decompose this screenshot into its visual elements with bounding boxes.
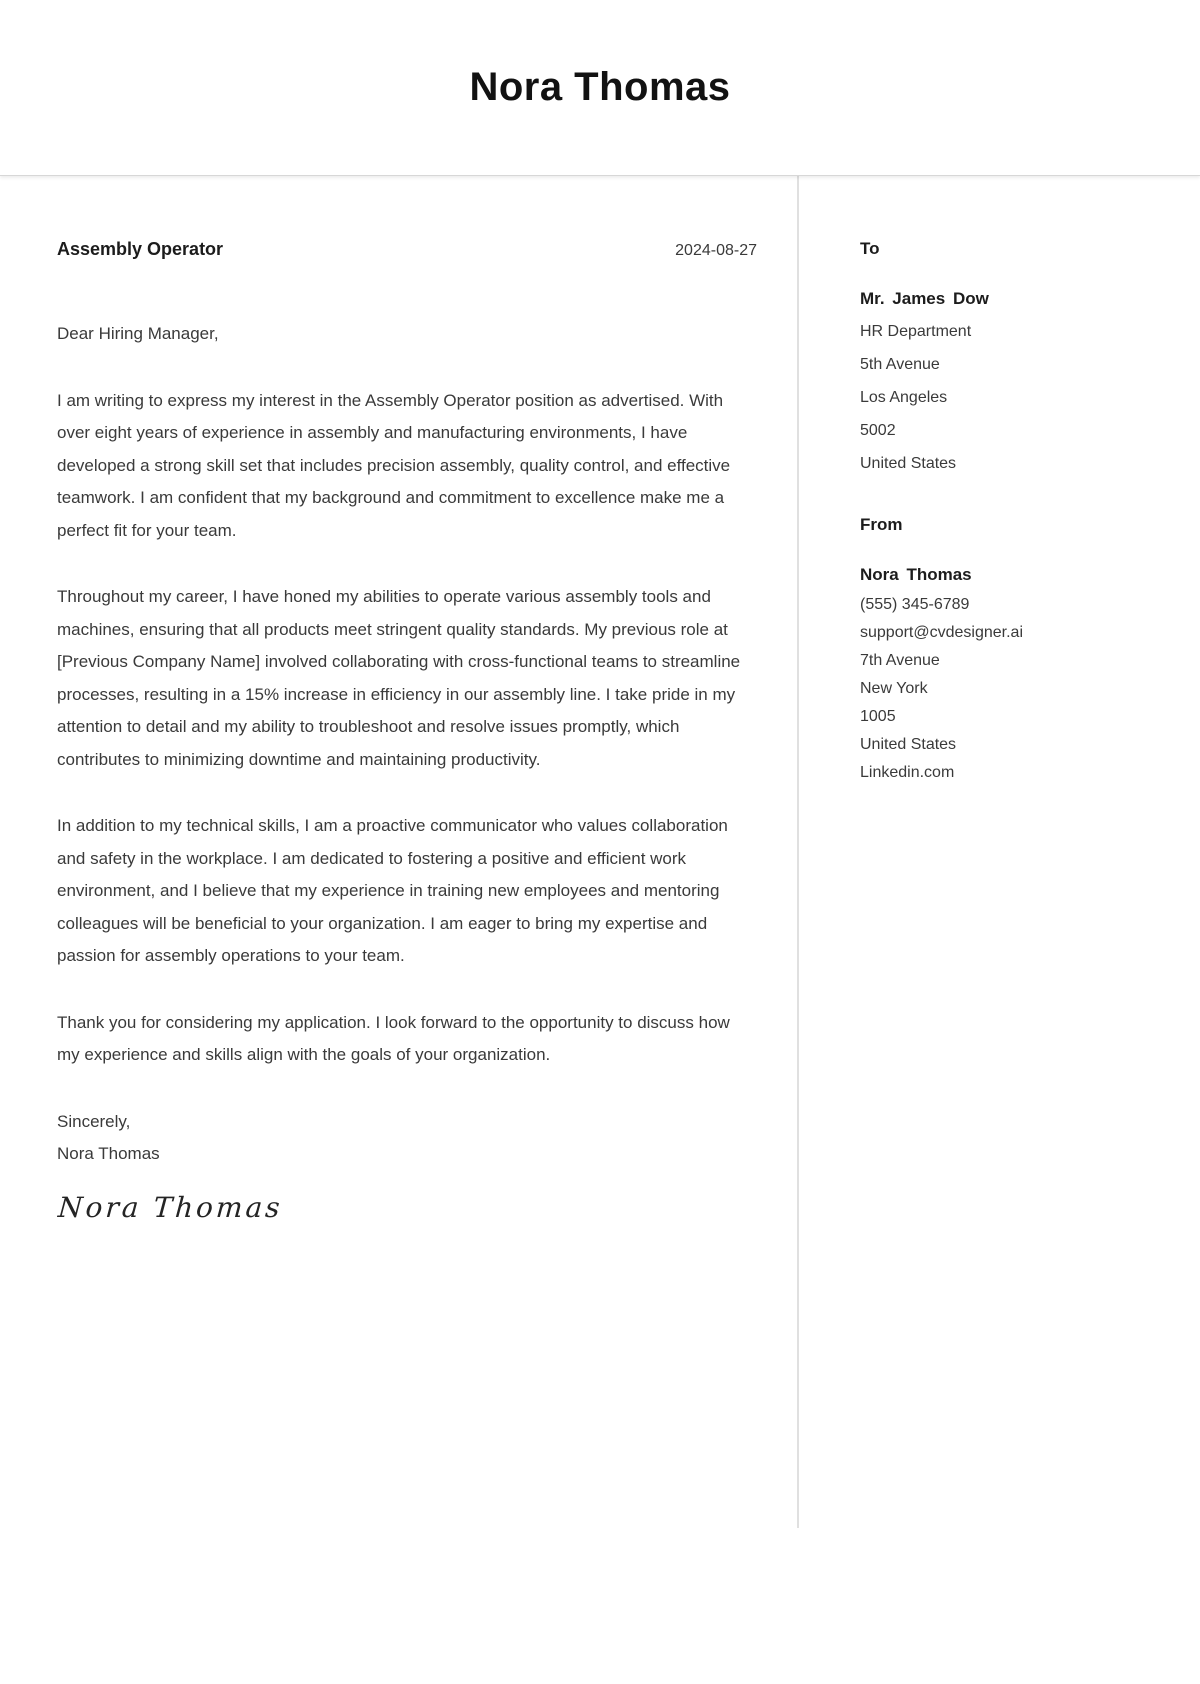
sender-zip: 1005 [860,708,896,725]
letter-title-row [57,233,757,267]
handwritten-signature: Nora Thomas [57,1190,284,1224]
from-label: From [860,515,903,534]
sender-email: support@cvdesigner.ai [860,624,1023,641]
sidebar [797,176,1200,1528]
sender-street: 7th Avenue [860,652,940,669]
to-section [860,233,1180,480]
letter-main-column [0,176,797,1528]
applicant-name-title: Nora Thomas [469,65,731,109]
recipient-city: Los Angeles [860,389,948,406]
sender-name: Nora Thomas [860,565,972,584]
recipient-street: 5th Avenue [860,356,940,373]
letter-date: 2024-08-27 [675,242,757,259]
paragraph-experience: Throughout my career, I have honed my abilities to operate various assembly tools and machines, ensuring that all products meet stringent quality standards. My previous role at [Previous Company Name] involved collaborating with cross-functional teams to streamline processes, resulting in a 15% increase in efficiency in our assembly line. I take pride in my attention to detail and my ability to troubleshoot and resolve issues promptly, which contributes to minimizing downtime and maintaining productivity. [57,587,741,769]
sender-city: New York [860,680,928,697]
recipient-name: Mr. James Dow [860,289,989,308]
closing-word: Sincerely, [57,1111,131,1131]
to-label: To [860,239,880,258]
sender-linkedin: Linkedin.com [860,764,955,781]
job-title: Assembly Operator [57,239,224,259]
signer-name: Nora Thomas [57,1144,160,1163]
salutation: Dear Hiring Manager, [57,324,219,343]
letter-columns [0,176,1200,1528]
recipient-department: HR Department [860,323,972,340]
paragraph-skills: In addition to my technical skills, I am a proactive communicator who values collaboration and safety in the workplace. I am dedicated to fostering a positive and efficient work environment, and I believe that my experience in training new employees and mentoring colleagues will be beneficial to your organization. I am eager to bring my expertise and passion for assembly operations to your team. [57,816,728,965]
sender-phone: (555) 345-6789 [860,596,970,613]
paragraph-intro: I am writing to express my interest in the Assembly Operator position as advertised. With over eight years of experience in assembly and manufacturing environments, I have developed a strong skill set that includes precision assembly, quality control, and effective teamwork. I am confident that my background and commitment to excellence make me a perfect fit for your team. [57,390,731,540]
recipient-country: United States [860,455,957,472]
closing-block [57,1106,757,1171]
from-section [860,509,1180,787]
recipient-zip: 5002 [860,422,896,439]
letter-header [0,0,1200,176]
sender-country: United States [860,736,957,753]
paragraph-thanks: Thank you for considering my application. I look forward to the opportunity to discuss how my experience and skills align with the goals of your organization. [57,1012,730,1064]
